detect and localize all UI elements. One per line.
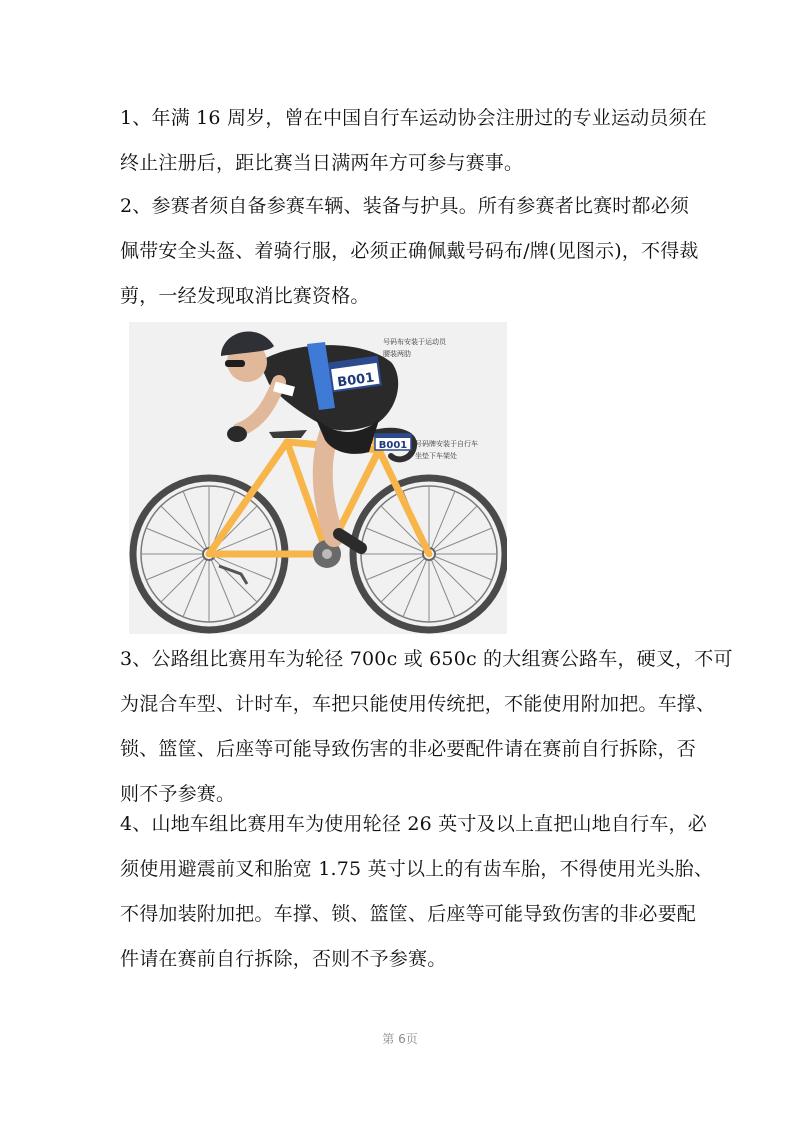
caption-back-line-2: 腰装两肋 [383,350,411,358]
text-line: 不得加装附加把。车撑、锁、篮筐、后座等可能导致伤害的非必要配 [120,903,697,925]
bike-bib [375,434,411,451]
text-line: 佩带安全头盔、着骑行服，必须正确佩戴号码布/牌(见图示)，不得裁 [120,240,699,262]
crank-hub [322,549,332,559]
back-bib [329,357,380,391]
text-line: 3、公路组比赛用车为轮径 700c 或 650c 的大组赛公路车，硬叉，不可 [120,648,733,670]
text-line: 终止注册后，距比赛当日满两年方可参与赛事。 [120,152,524,174]
paragraph-3 [120,637,733,817]
derailleur [219,566,247,584]
text-line: 4、山地车组比赛用车为使用轮径 26 英寸及以上直把山地自行车，必 [120,813,707,835]
text-line: 则不予参赛。 [120,783,236,805]
cyclist-bib-illustration [129,322,507,634]
text-line: 锁、篮筐、后座等可能导致伤害的非必要配件请在赛前自行拆除，否 [120,738,697,760]
paragraph-2 [120,184,699,319]
bike-saddle [269,430,307,438]
caption-back-line-1: 号码布安装于运动员 [383,338,446,346]
paragraph-1 [120,96,707,186]
helmet-icon [221,332,274,356]
text-line: 2、参赛者须自备参赛车辆、装备与护具。所有参赛者比赛时都必须 [120,195,690,217]
rider-glove [227,426,247,442]
paragraph-4 [120,802,714,982]
page-number: 第 6页 [382,1032,418,1046]
caption-bike-line-2: 坐垫下车架处 [415,452,457,460]
rider-arm [239,382,279,430]
bib-number-bike: B001 [378,440,408,451]
text-line: 剪，一经发现取消比赛资格。 [120,285,370,307]
text-line: 1、年满 16 周岁，曾在中国自行车运动协会注册过的专业运动员须在 [120,107,707,129]
bib-number-back: B001 [336,370,376,391]
caption-bike-line-1: 号码牌安装于自行车 [415,440,478,448]
text-line: 为混合车型、计时车，车把只能使用传统把，不能使用附加把。车撑、 [120,693,716,715]
text-line: 件请在赛前自行拆除，否则不予参赛。 [120,948,447,970]
cyclist-illustration-svg [129,322,507,634]
text-line: 须使用避震前叉和胎宽 1.75 英寸以上的有齿车胎，不得使用光头胎、 [120,858,714,880]
sunglasses-icon [225,360,245,367]
